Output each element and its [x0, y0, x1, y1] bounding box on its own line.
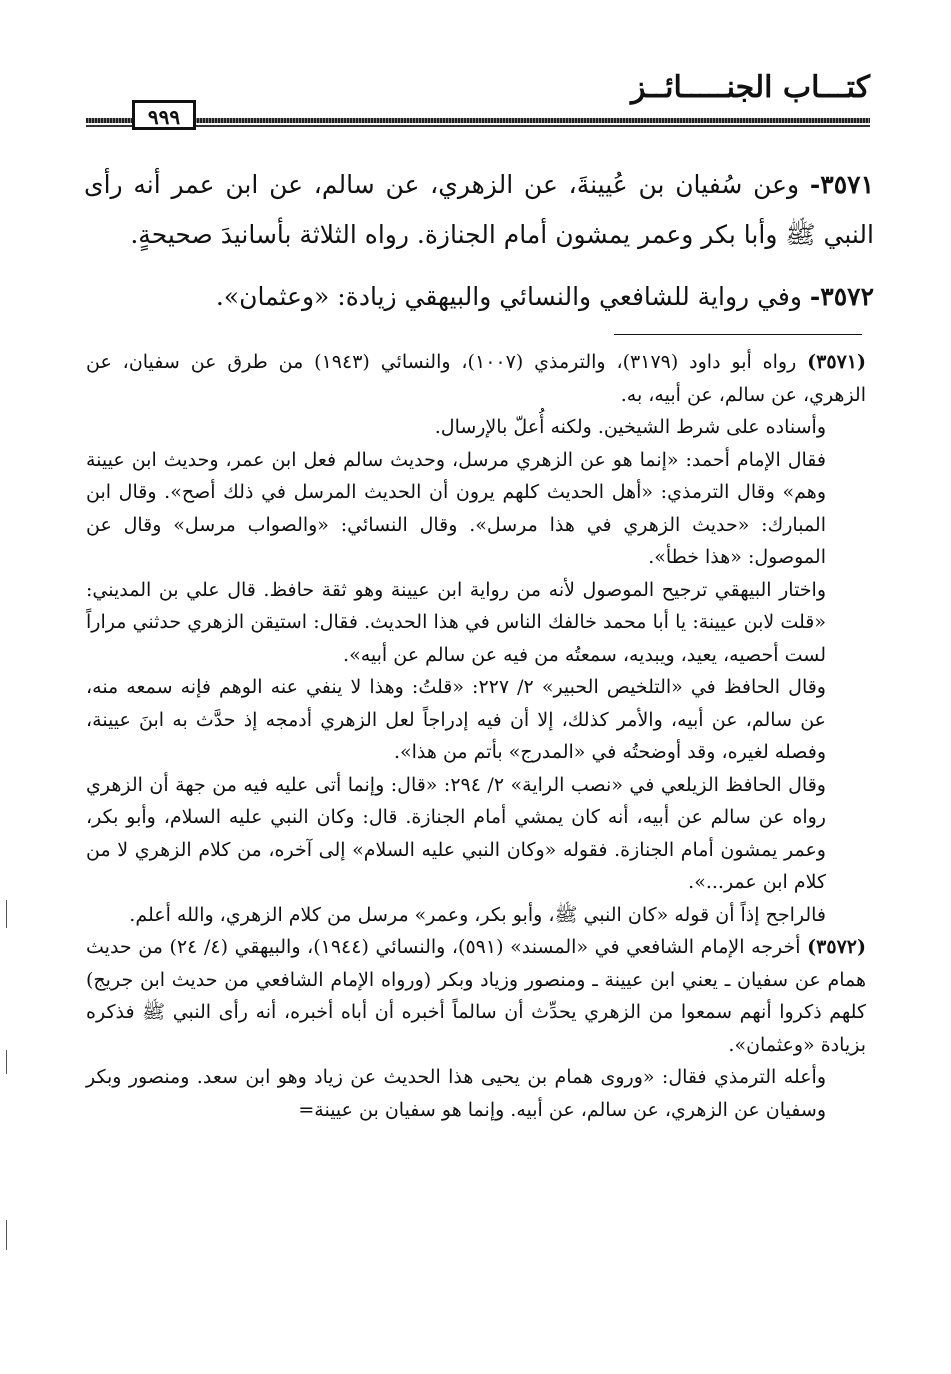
header-rule — [86, 118, 870, 123]
footnote-paragraph: فقال الإمام أحمد: «إنما هو عن الزهري مرسل، وحديث سالم فعل ابن عمر، وحديث ابن عيينة وهم» وقال الترمذي: «أهل الحديث كلهم يرون أن الحديث المرسل في ذلك أصح». وقال ابن المبارك: «حديث الزهري في هذا مرسل». وقال النسائي: «والصواب مرسل» وقال عن الموصول: «هذا خطأ». — [86, 448, 826, 568]
footnote-paragraph: وأسناده على شرط الشيخين. ولكنه أُعلّ بالإرسال. — [434, 416, 826, 438]
footnote-paragraph: وقال الحافظ الزيلعي في «نصب الراية» ٢/ ٢٩٤: «قال: وإنما أتى عليه فيه من جهة أن الزهري رواه عن سالم عن أبيه، أنه كان يمشي أمام الجنازة. قال: وكان النبي عليه السلام، وأبو بكر، وعمر يمشون أمام الجنازة. فقوله «وكان النبي عليه السلام» إلى آخره، من كلام الزهري لا من كلام ابن عمر...». — [86, 773, 826, 893]
hadith-3572 — [84, 272, 874, 322]
footnotes — [86, 346, 866, 1126]
hadith-number: ٣٥٧٢- — [809, 282, 874, 311]
footnote-paragraph: وقال الحافظ في «التلخيص الحبير» ٢/ ٢٢٧: «قلتُ: وهذا لا ينفي عنه الوهم فإنه سمعه منه، عن سالم، عن أبيه، والأمر كذلك، إلا أن فيه إدراجاً لعل الزهري أدمجه إذ حدَّث به ابنَ عيينة، وفصله لغيره، وقد أوضحتُه في «المدرج» بأتم من هذا». — [86, 676, 826, 763]
scan-margin-mark — [6, 900, 7, 928]
footnote-number: (٣٥٧٢) — [807, 936, 866, 958]
footnote-paragraph — [86, 346, 866, 411]
chapter-title: كتـــاب الجنـــــائــز — [631, 70, 870, 105]
footnote-3572 — [86, 931, 866, 1126]
footnote-paragraph: وأعله الترمذي فقال: «وروى همام بن يحيى هذا الحديث عن زياد وهو ابن سعد. ومنصور وبكر وسفيان عن الزهري، عن سالم، عن أبيه. وإنما هو سفيان بن عيينة= — [86, 1066, 826, 1121]
scan-margin-mark — [6, 1220, 7, 1250]
footnote-text: رواه أبو داود (٣١٧٩)، والترمذي (١٠٠٧)، والنسائي (١٩٤٣) من طرق عن سفيان، عن الزهري، عن سالم، عن أبيه، به. — [86, 351, 866, 406]
footnote-number: (٣٥٧١) — [807, 351, 866, 373]
scan-margin-mark — [6, 1050, 7, 1074]
main-text — [84, 160, 874, 334]
footnote-text: أخرجه الإمام الشافعي في «المسند» (٥٩١)، والنسائي (١٩٤٤)، والبيهقي (٤/ ٢٤) من حديث همام عن سفيان ـ يعني ابن عيينة ـ ومنصور وزياد وبكر (ورواه الإمام الشافعي من حديث ابن جريج) كلهم ذكروا أنهم سمعوا من الزهري يحدِّث أن سالماً أخبره أن أباه أخبره، أنه رأى النبي ﷺ فذكره بزيادة «وعثمان». — [86, 936, 866, 1056]
hadith-3571 — [84, 160, 874, 260]
hadith-text: وعن سُفيان بن عُيينةَ، عن الزهري، عن سالم، عن ابن عمر أنه رأى النبي ﷺ وأبا بكر وعمر يمشون أمام الجنازة. رواه الثلاثة بأسانيدَ صحيحةٍ. — [84, 170, 874, 249]
footnote-3571 — [86, 346, 866, 931]
footnote-paragraph — [86, 931, 866, 1061]
header-rule-thin — [86, 125, 870, 127]
hadith-text: وفي رواية للشافعي والنسائي والبيهقي زيادة: «وعثمان». — [215, 282, 802, 311]
page-header — [86, 70, 870, 134]
footnote-separator — [614, 334, 862, 335]
hadith-number: ٣٥٧١- — [809, 170, 875, 199]
footnote-paragraph: فالراجح إذاً أن قوله «كان النبي ﷺ، وأبو بكر، وعمر» مرسل من كلام الزهري، والله أعلم. — [129, 903, 826, 926]
page-number: ٩٩٩ — [132, 100, 196, 130]
footnote-paragraph: واختار البيهقي ترجيح الموصول لأنه من رواية ابن عيينة وهو ثقة حافظ. قال علي بن المديني: «قلت لابن عيينة: يا أبا محمد خالفك الناس في هذا الحديث. فقال: استيقن الزهري حدثني مراراً لست أحصيه، يعيد، ويبديه، سمعتُه من فيه عن سالم عن أبيه». — [86, 578, 826, 666]
